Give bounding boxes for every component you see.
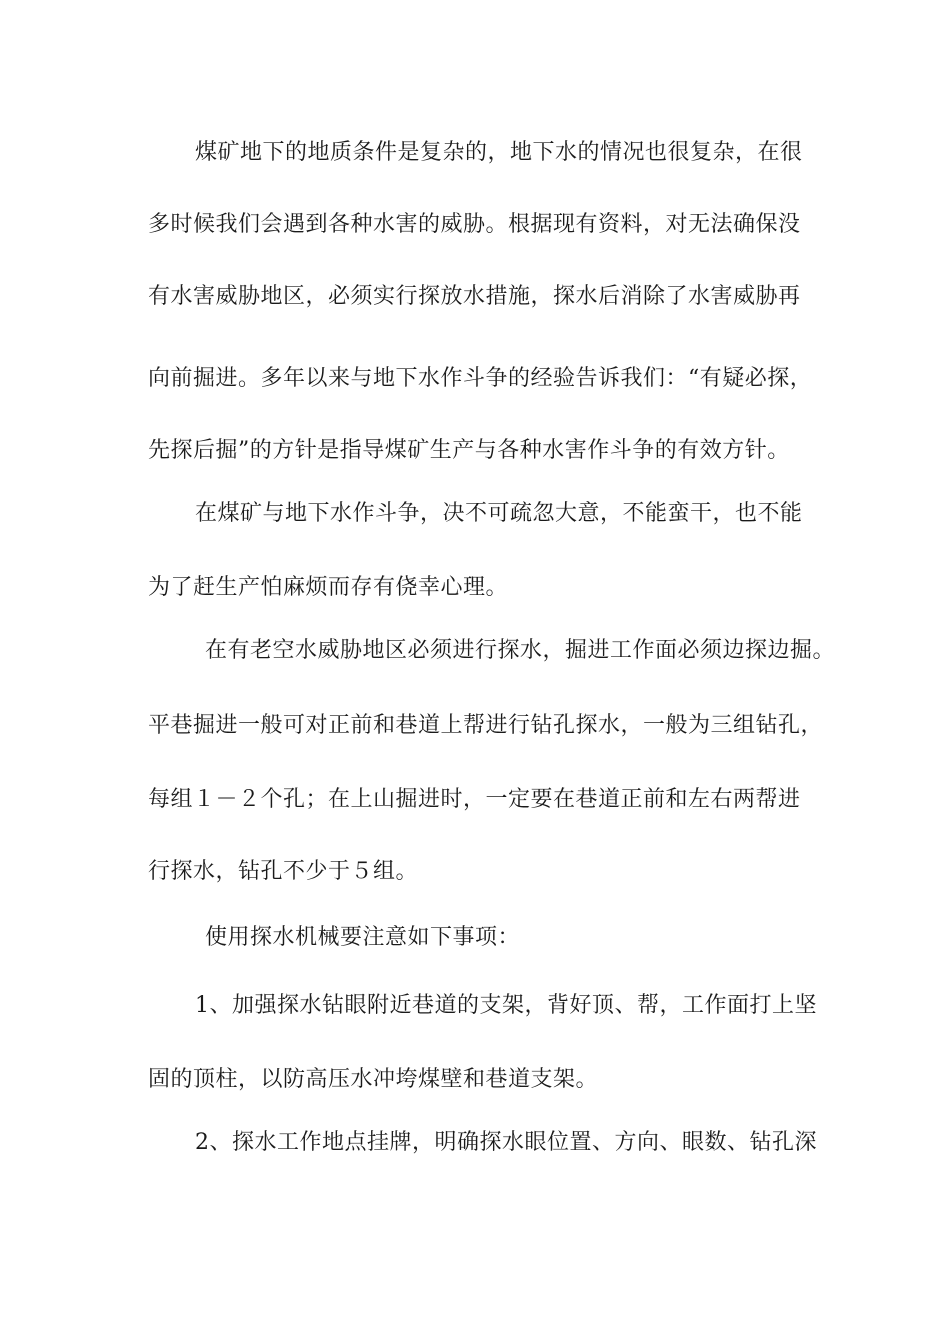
list-item-2-line-1: 2、探水工作地点挂牌，明确探水眼位置、方向、眼数、钻孔深	[195, 1130, 817, 1155]
list-item-1-line-1: 1、加强探水钻眼附近巷道的支架，背好顶、帮，工作面打上坚	[195, 993, 817, 1018]
paragraph-4-line-1: 使用探水机械要注意如下事项：	[205, 925, 521, 950]
paragraph-3-line-2: 平巷掘进一般可对正前和巷道上帮进行钻孔探水，一般为三组钻孔，	[148, 713, 824, 738]
paragraph-1-line-4: 向前掘进。多年以来与地下水作斗争的经验告诉我们：“有疑必探，	[148, 366, 813, 391]
paragraph-2-line-2: 为了赶生产怕麻烦而存有侥幸心理。	[148, 575, 509, 600]
paragraph-2-line-1: 在煤矿与地下水作斗争，决不可疏忽大意，不能蛮干，也不能	[195, 501, 803, 526]
list-item-1-line-2: 固的顶柱，以防高压水冲垮煤壁和巷道支架。	[148, 1067, 599, 1092]
paragraph-1-line-5: 先探后掘”的方针是指导煤矿生产与各种水害作斗争的有效方针。	[148, 438, 790, 463]
paragraph-1-line-3: 有水害威胁地区，必须实行探放水措施，探水后消除了水害威胁再	[148, 284, 801, 309]
paragraph-3-line-1: 在有老空水威胁地区必须进行探水，掘进工作面必须边探边掘。	[205, 638, 836, 663]
paragraph-3-line-4: 行探水，钻孔不少于５组。	[148, 859, 419, 884]
paragraph-1-line-2: 多时候我们会遇到各种水害的威胁。根据现有资料，对无法确保没	[148, 212, 801, 237]
paragraph-3-line-3: 每组１－２个孔；在上山掘进时，一定要在巷道正前和左右两帮进	[148, 787, 801, 812]
paragraph-1-line-1: 煤矿地下的地质条件是复杂的，地下水的情况也很复杂，在很	[195, 140, 803, 165]
